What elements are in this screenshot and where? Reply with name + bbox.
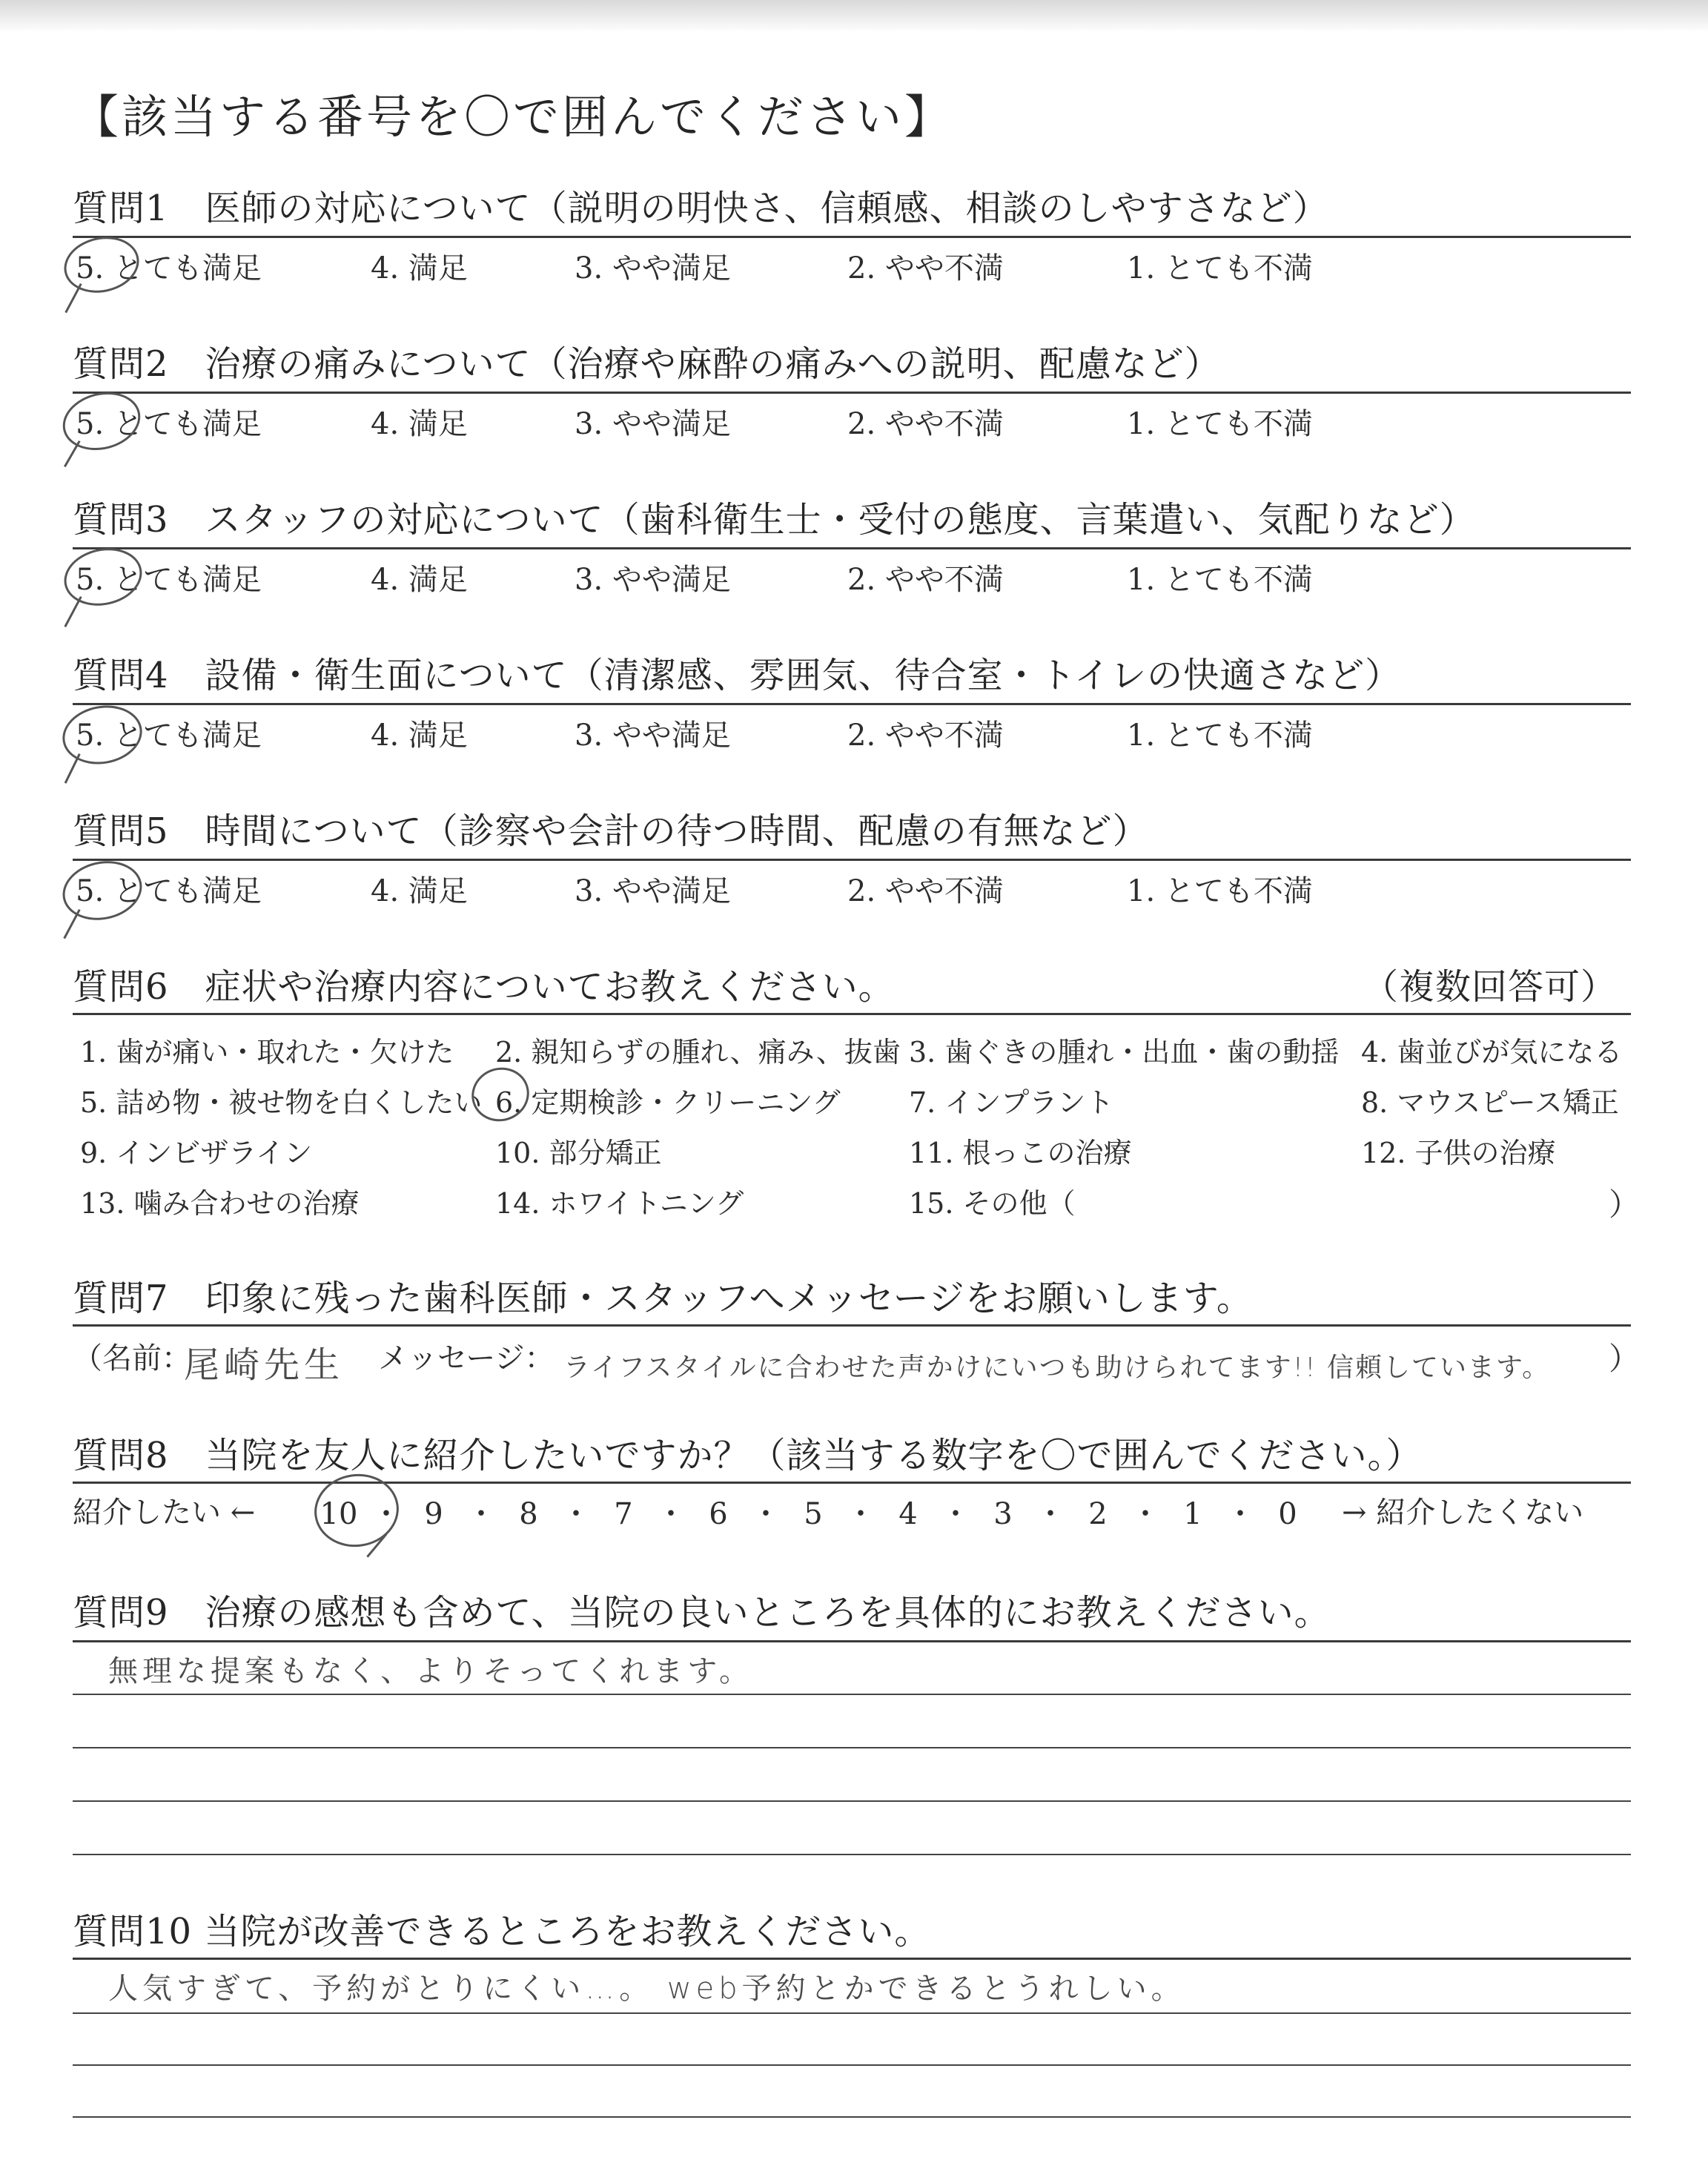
question-1-title: 質問1 医師の対応について（説明の明快さ、信頼感、相談のしやすさなど） (73, 188, 1329, 229)
q8-number-4[interactable]: 4 (898, 1497, 918, 1531)
q8-separator: ・ (846, 1497, 875, 1531)
q8-number-5[interactable]: 5 (804, 1497, 823, 1531)
form-header: 【該当する番号を〇で囲んでください】 (73, 90, 954, 144)
q2-option-2[interactable]: 2. やや不満 (847, 407, 1004, 441)
q10-answer[interactable]: 人気すぎて、予約がとりにくい…。 web予約とかできるとうれしい。 (108, 1972, 1185, 2006)
q2-option-1[interactable]: 1. とても不満 (1127, 407, 1313, 441)
question-10-rule (73, 1958, 1631, 1960)
q4-option-4[interactable]: 4. 満足 (371, 719, 468, 753)
q6-option-11[interactable]: 11. 根っこの治療 (909, 1137, 1132, 1169)
q5-option-2[interactable]: 2. やや不満 (847, 874, 1004, 908)
q4-selection-tail (64, 753, 81, 784)
q8-left-label: 紹介したい ← (73, 1496, 256, 1530)
q5-selection-tail (63, 909, 80, 939)
q1-option-5[interactable]: 5. とても満足 (76, 251, 262, 285)
q2-option-4[interactable]: 4. 満足 (371, 407, 468, 441)
q8-number-7[interactable]: 7 (614, 1497, 633, 1531)
q4-selection-circle (58, 699, 147, 770)
q1-option-1[interactable]: 1. とても不満 (1127, 251, 1313, 285)
q6-option-6[interactable]: 6. 定期検診・クリーニング (495, 1086, 841, 1119)
q8-number-10[interactable]: 10 (320, 1497, 358, 1531)
q6-option-3[interactable]: 3. 歯ぐきの腫れ・出血・歯の動揺 (909, 1036, 1340, 1069)
q3-selection-tail (64, 596, 82, 627)
q1-selection-tail (64, 283, 82, 313)
q8-number-8[interactable]: 8 (519, 1497, 538, 1531)
question-2-title: 質問2 治療の痛みについて（治療や麻酔の痛みへの説明、配慮など） (73, 343, 1221, 385)
q8-number-2[interactable]: 2 (1088, 1497, 1108, 1531)
question-7-rule (73, 1324, 1631, 1327)
question-9-rule (73, 1640, 1631, 1642)
q5-selection-circle (57, 854, 148, 928)
q1-option-3[interactable]: 3. やや満足 (575, 251, 731, 285)
q5-option-1[interactable]: 1. とても不満 (1127, 874, 1313, 908)
question-9-title: 質問9 治療の感想も含めて、当院の良いところを具体的にお教えください。 (73, 1592, 1331, 1634)
q8-number-9[interactable]: 9 (424, 1497, 443, 1531)
q8-number-0[interactable]: 0 (1278, 1497, 1297, 1531)
q8-number-1[interactable]: 1 (1183, 1497, 1202, 1531)
q8-separator: ・ (656, 1497, 686, 1531)
q2-option-5[interactable]: 5. とても満足 (76, 407, 262, 441)
q4-option-5[interactable]: 5. とても満足 (76, 719, 262, 753)
question-5-title: 質問5 時間について（診察や会計の待つ時間、配慮の有無など） (73, 810, 1149, 852)
question-3-title: 質問3 スタッフの対応について（歯科衛生士・受付の態度、言葉遣い、気配りなど） (73, 499, 1476, 541)
q6-option-4[interactable]: 4. 歯並びが気になる (1361, 1036, 1623, 1069)
q7-name-label: （名前： (73, 1341, 191, 1375)
q8-separator: ・ (1036, 1497, 1065, 1531)
question-4-title: 質問4 設備・衛生面について（清潔感、雰囲気、待合室・トイレの快適さなど） (73, 655, 1402, 696)
scan-top-band (0, 0, 1708, 33)
q8-separator: ・ (751, 1497, 781, 1531)
q9-answer-line (73, 1854, 1631, 1855)
q4-option-2[interactable]: 2. やや不満 (847, 719, 1004, 753)
q5-option-5[interactable]: 5. とても満足 (76, 874, 262, 908)
q9-answer[interactable]: 無理な提案もなく、よりそってくれます。 (108, 1654, 753, 1688)
q6-option-13[interactable]: 13. 噛み合わせの治療 (80, 1187, 360, 1220)
q8-separator: ・ (561, 1497, 591, 1531)
question-1-rule (73, 236, 1631, 238)
q10-answer-line (73, 2116, 1631, 2118)
q1-selection-circle (59, 230, 144, 300)
question-4-rule (73, 703, 1631, 705)
question-3-rule (73, 547, 1631, 549)
q7-name-value[interactable]: 尾崎先生 (184, 1344, 345, 1386)
q8-scale (317, 1490, 1309, 1533)
q10-answer-line (73, 2064, 1631, 2066)
q2-selection-circle (56, 384, 146, 458)
question-6-rule (73, 1013, 1631, 1015)
q9-answer-line (73, 1747, 1631, 1748)
q3-option-1[interactable]: 1. とても不満 (1127, 563, 1313, 597)
q5-option-3[interactable]: 3. やや満足 (575, 874, 731, 908)
q3-option-2[interactable]: 2. やや不満 (847, 563, 1004, 597)
q6-option-9[interactable]: 9. インビザライン (80, 1137, 313, 1169)
question-6-title: 質問6 症状や治療内容についてお教えください。 (73, 966, 895, 1008)
question-7-title: 質問7 印象に残った歯科医師・スタッフへメッセージをお願いします。 (73, 1278, 1253, 1319)
q4-option-3[interactable]: 3. やや満足 (575, 719, 731, 753)
q7-message-label: メッセージ： (378, 1341, 555, 1375)
q9-answer-line (73, 1694, 1631, 1695)
question-2-rule (73, 392, 1631, 394)
q10-answer-line (73, 2012, 1631, 2014)
q7-message-value[interactable]: ライフスタイルに合わせた声かけにいつも助けられてます!! 信頼しています。 (563, 1353, 1551, 1383)
q2-selection-tail (64, 440, 81, 467)
q8-number-3[interactable]: 3 (993, 1497, 1013, 1531)
q6-option-12[interactable]: 12. 子供の治療 (1361, 1137, 1556, 1169)
q6-option-8[interactable]: 8. マウスピース矯正 (1361, 1086, 1619, 1119)
question-5-rule (73, 859, 1631, 861)
q8-separator: ・ (941, 1497, 970, 1531)
question-8-title: 質問8 当院を友人に紹介したいですか？（該当する数字を〇で囲んでください。） (73, 1435, 1423, 1476)
q8-right-label: → 紹介したくない (1342, 1496, 1584, 1530)
q6-option-14[interactable]: 14. ホワイトニング (495, 1187, 744, 1220)
q8-number-6[interactable]: 6 (709, 1497, 728, 1531)
q9-answer-line (73, 1800, 1631, 1802)
q8-separator: ・ (466, 1497, 496, 1531)
q3-option-5[interactable]: 5. とても満足 (76, 563, 262, 597)
question-6-note: （複数回答可） (1363, 966, 1618, 1008)
q6-option-2[interactable]: 2. 親知らずの腫れ、痛み、抜歯 (495, 1036, 901, 1069)
q2-option-3[interactable]: 3. やや満足 (575, 407, 731, 441)
q6-option-15[interactable]: 15. その他（ (909, 1187, 1076, 1220)
q7-close-paren: ） (1609, 1341, 1641, 1377)
q4-option-1[interactable]: 1. とても不満 (1127, 719, 1313, 753)
q3-selection-circle (59, 541, 147, 612)
q8-separator: ・ (371, 1497, 401, 1531)
question-8-rule (73, 1482, 1631, 1484)
q8-separator: ・ (1225, 1497, 1255, 1531)
q1-option-4[interactable]: 4. 満足 (371, 251, 468, 285)
q6-option-1[interactable]: 1. 歯が痛い・取れた・欠けた (80, 1036, 454, 1069)
question-10-title: 質問10 当院が改善できるところをお教えください。 (73, 1911, 931, 1952)
q6-other-close-paren: ） (1609, 1186, 1641, 1223)
q3-option-4[interactable]: 4. 満足 (371, 563, 468, 597)
q6-option-7[interactable]: 7. インプラント (909, 1086, 1114, 1119)
q1-option-2[interactable]: 2. やや不満 (847, 251, 1004, 285)
q6-option-5[interactable]: 5. 詰め物・被せ物を白くしたい (80, 1086, 483, 1119)
q8-separator: ・ (1131, 1497, 1160, 1531)
q6-option-10[interactable]: 10. 部分矯正 (495, 1137, 662, 1169)
q5-option-4[interactable]: 4. 満足 (371, 874, 468, 908)
q3-option-3[interactable]: 3. やや満足 (575, 563, 731, 597)
